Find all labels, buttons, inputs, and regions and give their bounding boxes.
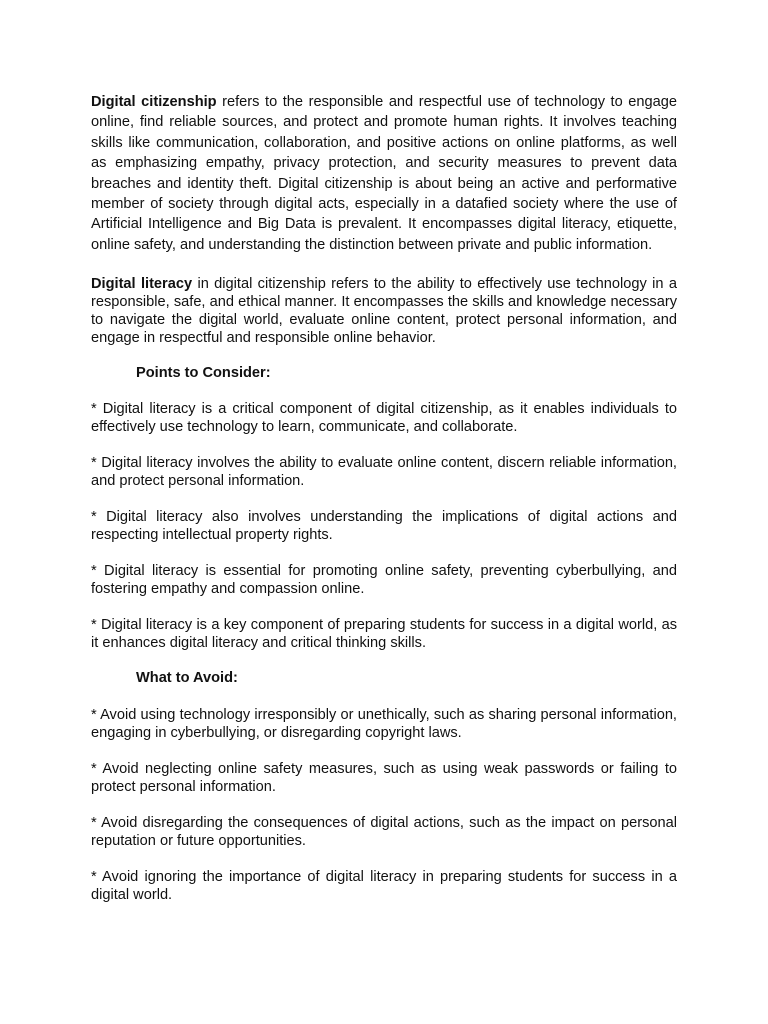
- avoid-item: * Avoid using technology irresponsibly or unethically, such as sharing personal information, engaging in cyberbullying, or disregarding copyright laws.: [91, 707, 677, 741]
- intro-text: refers to the responsible and respectful use of technology to engage online, find reliable sources, and protect and promote human rights. It involves teaching skills like communication, collaboration, and positive actions on online platforms, as well as emphasizing empathy, privacy protection, and security measures to prevent data breaches and identity theft. Digital citizenship is about being an active and performative member of society through digital acts, especially in a datafied society where the use of Artificial Intelligence and Big Data is prevalent. It encompasses digital literacy, etiquette, online safety, and understanding the distinction between private and public information.: [91, 94, 677, 253]
- literacy-term: Digital literacy: [91, 276, 193, 292]
- intro-paragraph: [91, 92, 677, 255]
- point-item: * Digital literacy is a key component of preparing students for success in a digital world, as it enhances digital literacy and critical thinking skills.: [91, 617, 677, 651]
- intro-term: Digital citizenship: [91, 94, 217, 110]
- avoid-item: * Avoid ignoring the importance of digital literacy in preparing students for success in a digital world.: [91, 869, 677, 903]
- avoid-item: * Avoid disregarding the consequences of digital actions, such as the impact on personal reputation or future opportunities.: [91, 815, 677, 849]
- point-item: * Digital literacy involves the ability to evaluate online content, discern reliable information, and protect personal information.: [91, 455, 677, 489]
- literacy-paragraph: [91, 275, 677, 347]
- avoid-heading: What to Avoid:: [136, 670, 238, 686]
- point-item: * Digital literacy is essential for promoting online safety, preventing cyberbullying, and fostering empathy and compassion online.: [91, 563, 677, 597]
- points-heading: Points to Consider:: [136, 365, 271, 381]
- literacy-text: in digital citizenship refers to the ability to effectively use technology in a responsible, safe, and ethical manner. It encompasses the skills and knowledge necessary to navigate the digital world, evaluate online content, protect personal information, and engage in respectful and responsible online behavior.: [91, 276, 677, 346]
- point-item: * Digital literacy is a critical component of digital citizenship, as it enables individuals to effectively use technology to learn, communicate, and collaborate.: [91, 401, 677, 435]
- avoid-item: * Avoid neglecting online safety measures, such as using weak passwords or failing to protect personal information.: [91, 761, 677, 795]
- point-item: * Digital literacy also involves understanding the implications of digital actions and respecting intellectual property rights.: [91, 509, 677, 543]
